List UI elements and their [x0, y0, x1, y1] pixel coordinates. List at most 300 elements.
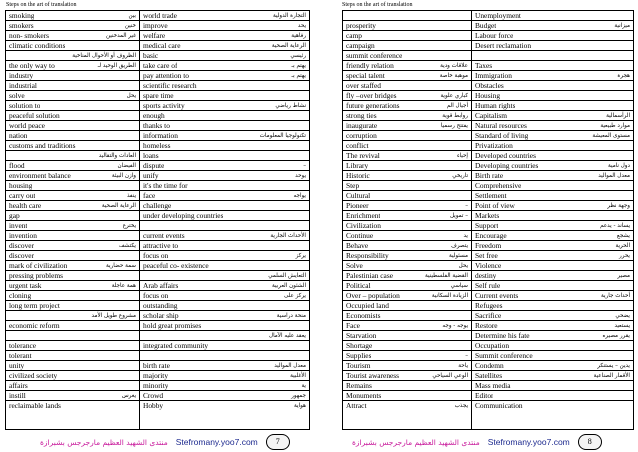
- vocab-row: [6, 401, 139, 411]
- vocab-row: [6, 271, 139, 281]
- vocab-row: [6, 251, 139, 261]
- vocab-row: [140, 161, 309, 171]
- vocabulary-table: [342, 10, 634, 430]
- arabic-translation: يشجع: [616, 232, 630, 239]
- vocab-row: [6, 301, 139, 311]
- english-term: Cultural: [346, 191, 371, 200]
- vocab-row: [343, 241, 471, 251]
- vocab-row: [140, 11, 309, 21]
- english-term: Over – population: [346, 291, 400, 300]
- vocab-row: [343, 71, 471, 81]
- vocab-row: [343, 41, 471, 51]
- english-term: the only way to: [9, 61, 55, 70]
- vocab-row: [140, 101, 309, 111]
- arabic-translation: يركز: [295, 252, 306, 259]
- vocab-row: [472, 101, 633, 111]
- vocab-row: [140, 51, 309, 61]
- english-term: Crowd: [143, 391, 164, 400]
- vocab-row: [472, 141, 633, 151]
- english-term: Face: [346, 321, 360, 330]
- vocab-row: [6, 211, 139, 221]
- english-term: solve: [9, 91, 25, 100]
- english-term: Political: [346, 281, 371, 290]
- arabic-translation: بين: [128, 12, 136, 19]
- vocab-row: [343, 261, 471, 271]
- vocab-row: [140, 151, 309, 161]
- english-term: smoking: [9, 11, 35, 20]
- vocab-row: [472, 121, 633, 131]
- arabic-translation: –: [465, 202, 468, 209]
- arabic-translation: الطريق الوحيد لـ: [97, 62, 136, 69]
- arabic-translation: يدين – يستنكر: [597, 362, 630, 369]
- vocab-row: [343, 321, 471, 331]
- english-term: Arab affairs: [143, 281, 179, 290]
- arabic-translation: معدل المواليد: [274, 362, 306, 369]
- vocab-row: [140, 141, 309, 151]
- vocab-row: [472, 261, 633, 271]
- english-term: birth rate: [143, 361, 170, 370]
- english-term: Occupied land: [346, 301, 389, 310]
- vocab-row: [472, 401, 633, 411]
- english-term: face: [143, 191, 156, 200]
- arabic-translation: الزيادة السكانية: [431, 292, 468, 299]
- vocab-row: [140, 191, 309, 201]
- english-term: Mass media: [475, 381, 511, 390]
- vocab-row: [472, 201, 633, 211]
- english-term: outstanding: [143, 301, 178, 310]
- vocab-row: [6, 241, 139, 251]
- vocab-row: [472, 251, 633, 261]
- arabic-translation: همة عاجلة: [111, 282, 136, 289]
- vocab-row: [140, 341, 309, 351]
- vocab-row: [6, 311, 139, 321]
- english-term: Supplies: [346, 351, 372, 360]
- vocab-row: [6, 141, 139, 151]
- arabic-translation: روابط قوية: [442, 112, 468, 119]
- page-8: [322, 0, 638, 452]
- arabic-translation: الأقمار الصناعية: [593, 372, 630, 379]
- vocab-row: [140, 351, 309, 361]
- english-term: industrial: [9, 81, 37, 90]
- vocab-row: [6, 191, 139, 201]
- english-term: medical care: [143, 41, 181, 50]
- arabic-translation: يتصرف: [451, 242, 468, 249]
- english-term: focus on: [143, 251, 169, 260]
- vocab-row: [6, 121, 139, 131]
- vocab-row: [472, 51, 633, 61]
- english-term: Refugees: [475, 301, 503, 310]
- english-term: world trade: [143, 11, 177, 20]
- site-url[interactable]: Stefromany.yoo7.com: [487, 437, 570, 447]
- english-term: Responsibility: [346, 251, 389, 260]
- arabic-translation: ياحة: [458, 362, 468, 369]
- english-term: customs and traditions: [9, 141, 76, 150]
- vocab-row: [6, 161, 139, 171]
- english-term: discover: [9, 251, 35, 260]
- english-term: Starvation: [346, 331, 377, 340]
- arabic-translation: الظروف أو الأحوال المناخية: [72, 52, 136, 59]
- english-term: Restore: [475, 321, 498, 330]
- running-header: Steps on the art of translation: [6, 2, 77, 8]
- arabic-translation: يواجه: [293, 192, 306, 199]
- arabic-translation: الوعي السياحي: [432, 372, 468, 379]
- vocab-row: [6, 31, 139, 41]
- english-term: climatic conditions: [9, 41, 66, 50]
- arabic-translation: دول نامية: [608, 162, 630, 169]
- arabic-translation: – تمويل: [449, 212, 468, 219]
- arabic-translation: يعقد عليه الآمال: [269, 332, 306, 339]
- vocab-row: [343, 171, 471, 181]
- english-term: challenge: [143, 201, 172, 210]
- english-term: future generations: [346, 101, 400, 110]
- arabic-translation: مشروع طويل الأمد: [91, 312, 136, 319]
- vocab-row: [343, 311, 471, 321]
- vocab-row: [140, 241, 309, 251]
- english-term: Violence: [475, 261, 502, 270]
- arabic-translation: الرعاية الصحية: [271, 42, 306, 49]
- arabic-translation: يكتشف: [118, 242, 136, 249]
- vocab-row: [472, 281, 633, 291]
- english-term: inaugurate: [346, 121, 378, 130]
- english-term: spare time: [143, 91, 174, 100]
- vocab-row: [140, 231, 309, 241]
- vocab-row: [343, 361, 471, 371]
- vocab-row: [140, 391, 309, 401]
- vocab-row: [140, 271, 309, 281]
- arabic-translation: ينفذ: [126, 192, 136, 199]
- vocab-row: [6, 41, 139, 51]
- forum-title: منتدى الشهيد العظيم مارجرجس بشبرازة: [352, 437, 480, 447]
- arabic-translation: خنين: [124, 22, 136, 29]
- vocab-row: [472, 381, 633, 391]
- vocab-row: [343, 101, 471, 111]
- vocab-row: [6, 51, 139, 61]
- english-term: invention: [9, 231, 37, 240]
- english-term: invent: [9, 221, 28, 230]
- english-term: dispute: [143, 161, 165, 170]
- english-term: information: [143, 131, 178, 140]
- english-term: summit conference: [346, 51, 403, 60]
- arabic-translation: يجذب: [454, 403, 468, 409]
- arabic-translation: وجهة نظر: [607, 202, 630, 209]
- vocab-row: [343, 351, 471, 361]
- page-number: 7: [266, 434, 290, 450]
- vocab-row: [343, 161, 471, 171]
- vocab-column-right: [139, 11, 309, 429]
- vocab-row: [472, 31, 633, 41]
- english-term: it's the time for: [143, 181, 188, 190]
- english-term: long term project: [9, 301, 60, 310]
- arabic-translation: الرأسمالية: [606, 112, 630, 119]
- arabic-translation: وازن البيئة: [111, 172, 136, 179]
- english-term: Editor: [475, 391, 494, 400]
- vocab-row: [140, 331, 309, 341]
- vocab-row: [6, 131, 139, 141]
- english-term: Continue: [346, 231, 374, 240]
- english-term: Determine his fate: [475, 331, 530, 340]
- arabic-translation: أحداث جارية: [601, 292, 630, 299]
- arabic-translation: سمة حضارية: [106, 262, 136, 269]
- english-term: Historic: [346, 171, 370, 180]
- vocab-row: [343, 291, 471, 301]
- english-term: Developed countries: [475, 151, 536, 160]
- english-term: Standard of living: [475, 131, 529, 140]
- english-term: Labour force: [475, 31, 514, 40]
- vocab-row: [343, 211, 471, 221]
- vocab-row: [472, 351, 633, 361]
- english-term: cloning: [9, 291, 32, 300]
- vocab-column-left: [6, 11, 139, 429]
- vocab-row: [6, 321, 139, 331]
- arabic-translation: العادات والتقاليد: [98, 152, 136, 159]
- arabic-translation: رفاهية: [291, 32, 306, 39]
- english-term: sports activity: [143, 101, 185, 110]
- english-term: health care: [9, 201, 42, 210]
- arabic-translation: هجرة: [617, 72, 630, 79]
- arabic-translation: الأغلبية: [290, 372, 306, 379]
- english-term: The revival: [346, 151, 380, 160]
- arabic-translation: كباري علوية: [440, 92, 468, 99]
- arabic-translation: يستعيد: [614, 322, 630, 329]
- vocab-row: [343, 381, 471, 391]
- english-term: urgent task: [9, 281, 42, 290]
- vocab-row: [343, 331, 471, 341]
- english-term: Budget: [475, 21, 497, 30]
- arabic-translation: يحد: [297, 22, 306, 29]
- vocab-row: [140, 251, 309, 261]
- vocab-row: [6, 171, 139, 181]
- vocab-row: [6, 151, 139, 161]
- english-term: Tourist awareness: [346, 371, 400, 380]
- english-term: nation: [9, 131, 28, 140]
- english-term: fly –over bridges: [346, 91, 397, 100]
- arabic-translation: يغرس: [121, 392, 136, 399]
- vocab-row: [472, 181, 633, 191]
- vocab-row: [472, 131, 633, 141]
- vocab-row: [140, 381, 309, 391]
- page-footer: [352, 434, 602, 450]
- english-term: pressing problems: [9, 271, 63, 280]
- english-term: Hobby: [143, 401, 164, 410]
- vocab-row: [6, 91, 139, 101]
- english-term: Condemn: [475, 361, 504, 370]
- arabic-translation: يد: [463, 232, 468, 239]
- vocab-row: [6, 371, 139, 381]
- arabic-translation: إحياء: [456, 152, 468, 159]
- arabic-translation: يوحد: [295, 172, 306, 179]
- english-term: under developing countries: [143, 211, 224, 220]
- english-term: Sacrifice: [475, 311, 502, 320]
- running-header: Steps on the art of translation: [342, 2, 413, 8]
- vocab-row: [472, 221, 633, 231]
- vocab-row: [140, 221, 309, 231]
- vocab-row: [6, 261, 139, 271]
- english-term: Current events: [475, 291, 519, 300]
- arabic-translation: يوجه - وجه: [442, 322, 468, 329]
- vocab-row: [6, 21, 139, 31]
- english-term: Freedom: [475, 241, 502, 250]
- arabic-translation: منحة دراسية: [276, 312, 306, 319]
- vocab-row: [140, 261, 309, 271]
- vocab-row: [343, 131, 471, 141]
- vocab-row: [343, 401, 471, 411]
- vocab-row: [343, 121, 471, 131]
- vocab-row: [472, 291, 633, 301]
- arabic-translation: –: [465, 352, 468, 359]
- vocab-row: [140, 71, 309, 81]
- english-term: hold great promises: [143, 321, 202, 330]
- english-term: strong ties: [346, 111, 377, 120]
- english-term: Desert reclamation: [475, 41, 532, 50]
- english-term: Natural resources: [475, 121, 527, 130]
- english-term: Satellites: [475, 371, 503, 380]
- english-term: affairs: [9, 381, 28, 390]
- arabic-translation: ميزانية: [614, 22, 630, 29]
- vocab-row: [472, 271, 633, 281]
- english-term: Obstacles: [475, 81, 504, 90]
- vocab-row: [472, 361, 633, 371]
- english-term: housing: [9, 181, 33, 190]
- english-term: Civilization: [346, 221, 381, 230]
- vocab-row: [343, 31, 471, 41]
- english-term: Set free: [475, 251, 498, 260]
- arabic-translation: يحرر: [619, 252, 630, 259]
- arabic-translation: تاريخي: [452, 172, 468, 179]
- vocab-row: [472, 341, 633, 351]
- arabic-translation: هواية: [294, 403, 306, 409]
- arabic-translation: علاقات ودية: [440, 62, 468, 69]
- vocab-row: [472, 311, 633, 321]
- arabic-translation: يحل: [458, 262, 468, 269]
- arabic-translation: التعايش السلمي: [268, 272, 306, 279]
- vocab-row: [140, 131, 309, 141]
- english-term: peaceful co- existence: [143, 261, 209, 270]
- english-term: scholar ship: [143, 311, 179, 320]
- arabic-translation: الشئون العربية: [272, 282, 306, 289]
- vocab-row: [343, 301, 471, 311]
- vocab-row: [140, 311, 309, 321]
- english-term: Immigration: [475, 71, 512, 80]
- vocab-row: [140, 61, 309, 71]
- vocab-row: [140, 31, 309, 41]
- vocab-row: [140, 111, 309, 121]
- vocab-row: [472, 191, 633, 201]
- arabic-translation: موارد طبيعية: [600, 122, 630, 129]
- english-term: unity: [9, 361, 25, 370]
- vocab-row: [140, 81, 309, 91]
- english-term: attractive to: [143, 241, 179, 250]
- english-term: loans: [143, 151, 159, 160]
- vocab-row: [343, 181, 471, 191]
- arabic-translation: يهتم بـ: [291, 72, 306, 79]
- english-term: conflict: [346, 141, 369, 150]
- english-term: Solve: [346, 261, 363, 270]
- vocab-row: [472, 391, 633, 401]
- page-footer: [40, 434, 290, 450]
- vocab-row: [6, 81, 139, 91]
- vocab-row: [343, 111, 471, 121]
- english-term: friendly relation: [346, 61, 394, 70]
- vocab-row: [343, 271, 471, 281]
- english-term: Step: [346, 181, 360, 190]
- english-term: destiny: [475, 271, 497, 280]
- vocab-row: [343, 201, 471, 211]
- arabic-translation: نشاط رياضي: [275, 102, 306, 109]
- english-term: Encourage: [475, 231, 507, 240]
- vocab-row: [140, 301, 309, 311]
- english-term: gap: [9, 211, 20, 220]
- vocab-row: [343, 371, 471, 381]
- english-term: camp: [346, 31, 363, 40]
- arabic-translation: غير المدخنين: [106, 32, 136, 39]
- arabic-translation: مستوى المعيشة: [592, 132, 630, 139]
- english-term: tolerance: [9, 341, 37, 350]
- arabic-translation: أجيال الم: [446, 102, 468, 109]
- english-term: solution to: [9, 101, 41, 110]
- english-term: mark of civilization: [9, 261, 68, 270]
- vocab-row: [343, 141, 471, 151]
- english-term: scientific research: [143, 81, 197, 90]
- vocab-row: [472, 171, 633, 181]
- english-term: minority: [143, 381, 169, 390]
- english-term: tolerant: [9, 351, 32, 360]
- vocab-row: [140, 41, 309, 51]
- english-term: civilized society: [9, 371, 58, 380]
- vocab-row: [472, 41, 633, 51]
- vocabulary-table: [5, 10, 310, 430]
- vocab-row: [140, 171, 309, 181]
- english-term: majority: [143, 371, 169, 380]
- english-term: improve: [143, 21, 168, 30]
- vocab-row: [472, 301, 633, 311]
- english-term: pay attention to: [143, 71, 189, 80]
- arabic-translation: يركز على: [283, 292, 306, 299]
- vocab-row: [472, 211, 633, 221]
- english-term: Occupation: [475, 341, 510, 350]
- vocab-row: [343, 81, 471, 91]
- vocab-row: [6, 381, 139, 391]
- site-url[interactable]: Stefromany.yoo7.com: [175, 437, 258, 447]
- arabic-translation: الحرية: [615, 242, 630, 249]
- english-term: focus on: [143, 291, 169, 300]
- vocab-row: [343, 191, 471, 201]
- english-term: non- smokers: [9, 31, 50, 40]
- english-term: Behave: [346, 241, 369, 250]
- vocab-row: [472, 241, 633, 251]
- arabic-translation: يخترع: [122, 222, 136, 229]
- arabic-translation: يحل: [126, 92, 136, 99]
- english-term: Markets: [475, 211, 500, 220]
- vocab-row: [140, 401, 309, 411]
- english-term: take care of: [143, 61, 178, 70]
- arabic-translation: مصير: [617, 272, 630, 279]
- english-term: Monuments: [346, 391, 382, 400]
- vocab-row: [6, 361, 139, 371]
- english-term: world peace: [9, 121, 45, 130]
- vocab-row: [6, 201, 139, 211]
- vocab-row: [140, 361, 309, 371]
- vocab-row: [472, 11, 633, 21]
- english-term: current events: [143, 231, 185, 240]
- arabic-translation: يساند - يدعم: [600, 222, 630, 229]
- vocab-column-left: [343, 11, 471, 429]
- english-term: enough: [143, 111, 165, 120]
- english-term: Attract: [346, 401, 367, 410]
- vocab-row: [343, 151, 471, 161]
- english-term: Library: [346, 161, 369, 170]
- vocab-row: [472, 151, 633, 161]
- english-term: Capitalism: [475, 111, 508, 120]
